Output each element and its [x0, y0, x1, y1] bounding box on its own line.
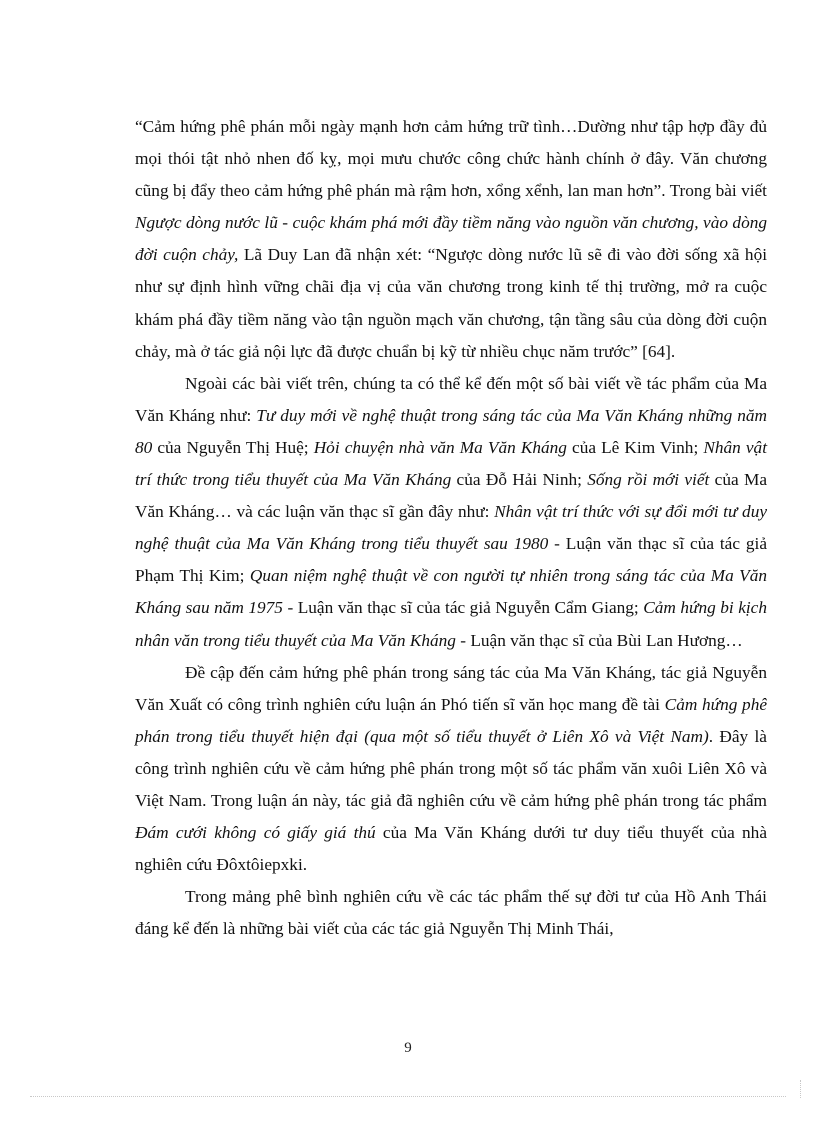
italic-title-run: Tư duy mới về nghệ thuật trong sáng tác của Ma Văn Kháng những năm 80 — [135, 405, 767, 457]
text-run: - Luận văn thạc sĩ của Bùi Lan Hương… — [455, 630, 743, 650]
paragraph — [135, 881, 767, 945]
page-bottom-rule — [30, 1096, 786, 1097]
italic-title-run: Cảm hứng phê phán trong tiểu thuyết hiện đại (qua một số tiểu thuyết ở Liên Xô và Việt Nam) — [135, 694, 768, 746]
paragraph — [135, 657, 767, 882]
text-run: Lã Duy Lan đã nhận xét: “Ngược dòng nước lũ sẽ đi vào đời sống xã hội như sự định hình vững chãi địa vị của văn chương trong kinh tế thị trường, mở ra cuộc khám phá đầy tiềm năng vào tận nguồn mạch văn chương, tận tầng sâu của dòng đời cuộn chảy, mà ở tác giả nội lực đã được chuẩn bị kỹ từ nhiều chục năm trước” [64]. — [135, 245, 768, 361]
text-run: - Luận văn thạc sĩ của tác giả Nguyễn Cẩm Giang; — [282, 598, 644, 618]
italic-title-run: Ngược dòng nước lũ - cuộc khám phá mới đầy tiềm năng vào nguồn văn chương, vào dòng đời cuộn chảy, — [135, 213, 767, 265]
page-corner-mark — [800, 1080, 802, 1098]
text-run: - Luận văn thạc sĩ của tác giả Phạm Thị Kim; — [135, 534, 767, 586]
text-run: . Đây là công trình nghiên cứu về cảm hứng phê phán trong một số tác phẩm văn xuôi Liên Xô và Việt Nam. Trong luận án này, tác giả đã nghiên cứu về cảm hứng phê phán trong tác phẩm — [135, 726, 767, 810]
italic-title-run: Sống rồi mới viết — [587, 470, 710, 490]
italic-title-run: Hỏi chuyện nhà văn Ma Văn Kháng — [313, 437, 567, 457]
body-text — [135, 111, 767, 945]
text-run: của Nguyễn Thị Huệ; — [152, 437, 314, 457]
italic-title-run: Nhân vật trí thức trong tiểu thuyết của Ma Văn Kháng — [135, 437, 767, 490]
italic-title-run: Quan niệm nghệ thuật về con người tự nhiên trong sáng tác của Ma Văn Kháng sau năm 1975 — [135, 566, 767, 618]
text-run: của Ma Văn Kháng dưới tư duy tiểu thuyết của nhà nghiên cứu Đôxtôiepxki. — [135, 823, 767, 875]
italic-title-run: Nhân vật trí thức với sự đổi mới tư duy nghệ thuật của Ma Văn Kháng trong tiểu thuyết sau 1980 — [135, 502, 768, 554]
paragraph — [135, 368, 767, 657]
text-run: của Ma Văn Kháng… và các luận văn thạc sĩ gần đây như: — [135, 470, 767, 522]
text-run: của Đỗ Hải Ninh; — [451, 470, 588, 490]
text-run: “Cảm hứng phê phán mỗi ngày mạnh hơn cảm hứng trữ tình…Dường như tập hợp đầy đủ mọi thói tật nhỏ nhen đố kỵ, mọi mưu chước công chức hành chính ở đây. Văn chương cũng bị đẩy theo cảm hứng phê phán mà rậm hơn, xổng xểnh, lan man hơn”. Trong bài viết — [135, 117, 767, 201]
italic-title-run: Đám cưới không có giấy giá thú — [135, 823, 376, 843]
text-run: của Lê Kim Vinh; — [566, 437, 704, 457]
text-run: Ngoài các bài viết trên, chúng ta có thể kể đến một số bài viết về tác phẩm của Ma Văn Kháng như: — [135, 373, 767, 425]
text-run: Trong mảng phê bình nghiên cứu về các tác phẩm thế sự đời tư của Hồ Anh Thái đáng kể đến là những bài viết của các tác giả Nguyễn Thị Minh Thái, — [135, 887, 767, 939]
italic-title-run: Cảm hứng bi kịch nhân văn trong tiểu thuyết của Ma Văn Kháng — [135, 598, 767, 650]
page-number: 9 — [404, 1040, 412, 1056]
text-run: Đề cập đến cảm hứng phê phán trong sáng tác của Ma Văn Kháng, tác giả Nguyễn Văn Xuất có công trình nghiên cứu luận án Phó tiến sĩ văn học mang đề tài — [135, 662, 767, 714]
paragraph — [135, 111, 767, 368]
